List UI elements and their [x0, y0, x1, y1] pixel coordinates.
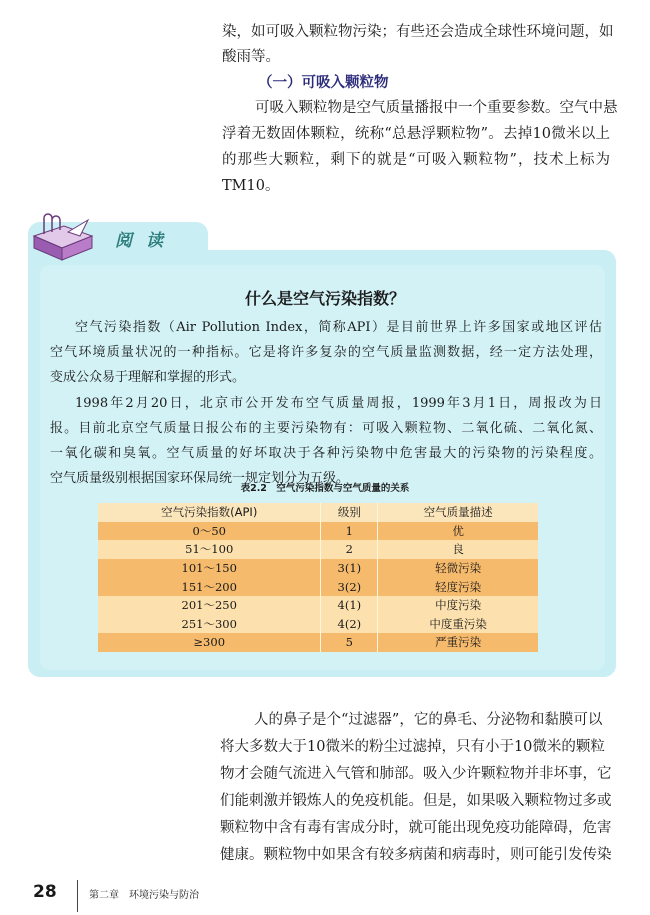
text-line: 报。目前北京空气质量日报公布的主要污染物有：可吸入颗粒物、二氧化硫、二氧化氮、 [50, 421, 602, 436]
text-line: 将大多数大于10微米的粉尘过滤掉，只有小于10微米的颗粒 [220, 739, 605, 755]
level-cell: 4(1) [321, 596, 378, 615]
reading-title: 什么是空气污染指数？ [244, 289, 405, 308]
api-range-cell: 151～200 [98, 577, 321, 596]
description-cell: 优 [378, 522, 538, 541]
description-cell: 良 [378, 540, 538, 559]
table-row [98, 540, 538, 559]
text-line: 可吸入颗粒物是空气质量播报中一个重要参数。空气中悬 [255, 100, 618, 116]
text-line: 颗粒物中含有毒有害成分时，就可能出现免疫功能障碍，危害 [220, 820, 612, 836]
description-cell: 轻微污染 [378, 559, 538, 578]
text-line: 空气污染指数（Air Pollution Index，简称API）是目前世界上许多国家或地区评估 [75, 320, 602, 335]
level-cell: 1 [321, 522, 378, 541]
table-row [98, 522, 538, 541]
description-cell: 严重污染 [378, 633, 538, 652]
api-range-cell: 201～250 [98, 596, 321, 615]
table-row [98, 596, 538, 615]
reading-tab-label: 阅读 [115, 231, 177, 251]
level-cell: 3(1) [321, 559, 378, 578]
description-cell: 中度重污染 [378, 615, 538, 634]
footer-divider [77, 880, 78, 912]
api-table [98, 503, 538, 652]
section-heading: （一）可吸入颗粒物 [258, 75, 389, 91]
level-cell: 3(2) [321, 577, 378, 596]
header-api: 空气污染指数(API) [98, 503, 321, 522]
header-level: 级别 [321, 503, 378, 522]
text-line: 变成公众易于理解和掌握的形式。 [50, 370, 246, 385]
table-header-row [98, 503, 538, 522]
table-row [98, 577, 538, 596]
book-icon [30, 212, 100, 264]
table-row [98, 633, 538, 652]
api-range-cell: 51～100 [98, 540, 321, 559]
table-row [98, 559, 538, 578]
text-line: 人的鼻子是个“过滤器”，它的鼻毛、分泌物和黏膜可以 [254, 712, 603, 728]
text-line: 的那些大颗粒，剩下的就是“可吸入颗粒物”，技术上标为 [222, 152, 610, 168]
text-line: 们能刺激并锻炼人的免疫机能。但是，如果吸入颗粒物过多或 [220, 793, 612, 809]
text-line: 染，如可吸入颗粒物污染；有些还会造成全球性环境问题，如 [222, 24, 614, 40]
description-cell: 中度污染 [378, 596, 538, 615]
text-line: 一氧化碳和臭氧。空气质量的好坏取决于各种污染物中危害最大的污染物的污染程度。 [50, 446, 602, 461]
text-line: TM10。 [222, 178, 280, 194]
chapter-title: 第二章 环境污染与防治 [89, 890, 199, 901]
text-line: 健康。颗粒物中如果含有较多病菌和病毒时，则可能引发传染 [220, 847, 612, 863]
api-range-cell: 251～300 [98, 615, 321, 634]
text-line: 酸雨等。 [222, 49, 280, 65]
table-row [98, 615, 538, 634]
api-range-cell: 0～50 [98, 522, 321, 541]
text-line: 空气质量级别根据国家环保局统一规定划分为五级。 [50, 471, 350, 486]
text-line: 1998年2月20日，北京市公开发布空气质量周报，1999年3月1日，周报改为日 [75, 396, 602, 411]
level-cell: 2 [321, 540, 378, 559]
text-line: 空气环境质量状况的一种指标。它是将许多复杂的空气质量监测数据，经一定方法处理， [50, 345, 602, 360]
level-cell: 5 [321, 633, 378, 652]
table-caption: 表2.2 空气污染指数与空气质量的关系 [240, 483, 410, 494]
text-line: 物才会随气流进入气管和肺部。吸入少许颗粒物并非坏事，它 [220, 766, 612, 782]
description-cell: 轻度污染 [378, 577, 538, 596]
header-description: 空气质量描述 [378, 503, 538, 522]
level-cell: 4(2) [321, 615, 378, 634]
api-range-cell: 101～150 [98, 559, 321, 578]
page-number: 28 [33, 882, 57, 902]
api-range-cell: ≥300 [98, 633, 321, 652]
text-line: 浮着无数固体颗粒，统称“总悬浮颗粒物”。去掉10微米以上 [222, 126, 610, 142]
